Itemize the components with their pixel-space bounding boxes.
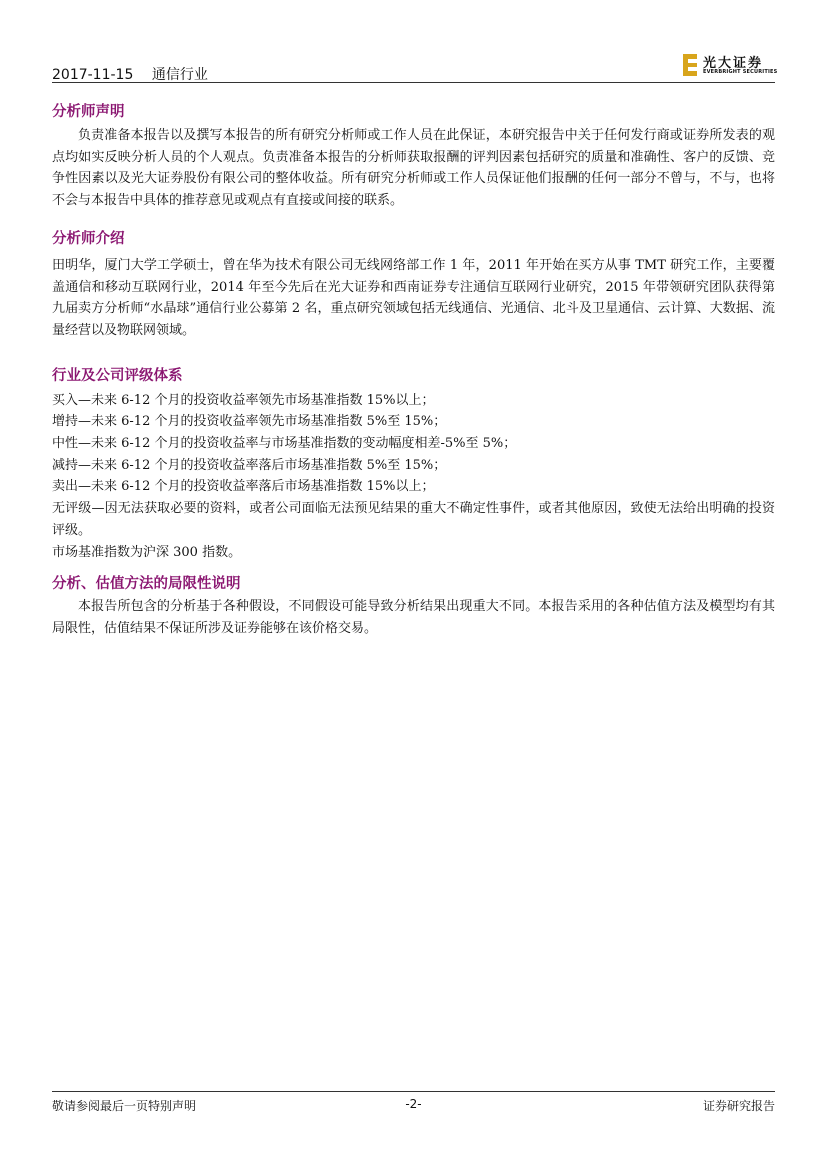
rating-item: 中性—未来 6-12 个月的投资收益率与市场基准指数的变动幅度相差-5%至 5%；: [52, 436, 517, 452]
introduction-body: 田明华，厦门大学工学硕士，曾在华为技术有限公司无线网络部工作 1 年，2011 年开始在买方从事 TMT 研究工作，主要覆盖通信和移动互联网行业，2014 年至今先后在光大证券和西南证券专注通信互联网行业研究，2015 年带领研究团队获得第九届卖方分析师“水晶球”通信行业公募第 2 名，重点研究领域包括无线通信、光通信、北斗及卫星通信、云计算、大数据、流量经营以及物联网领域。: [52, 257, 775, 338]
logo-text: 光大证券: [703, 56, 764, 71]
footer-divider: [52, 1091, 775, 1092]
logo-subtext: EVERBRIGHT SECURITIES: [703, 69, 778, 75]
section-title-declaration: 分析师声明: [52, 103, 125, 120]
report-date: 2017-11-15: [52, 67, 134, 83]
main-content: [52, 102, 775, 640]
rating-item: 减持—未来 6-12 个月的投资收益率落后市场基准指数 5%至 15%；: [52, 457, 447, 473]
header-divider: [52, 82, 775, 83]
rating-list: [52, 390, 775, 564]
rating-item: 无评级—因无法获取必要的资料，或者公司面临无法预见结果的重大不确定性事件，或者其他原因，致使无法给出明确的投资评级。: [52, 501, 775, 538]
page-header: [52, 48, 778, 84]
rating-item: 增持—未来 6-12 个月的投资收益率领先市场基准指数 5%至 15%；: [52, 414, 447, 430]
logo-mark-icon: [683, 54, 697, 76]
industry-label: 通信行业: [151, 67, 208, 83]
footer-disclaimer: 敬请参阅最后一页特别声明: [52, 1099, 197, 1113]
rating-item: 买入—未来 6-12 个月的投资收益率领先市场基准指数 15%以上；: [52, 392, 435, 408]
declaration-body: 负责准备本报告以及撰写本报告的所有研究分析师或工作人员在此保证，本研究报告中关于任何发行商或证券所发表的观点均如实反映分析人员的个人观点。负责准备本报告的分析师获取报酬的评判因素包括研究的质量和准确性、客户的反馈、竞争性因素以及光大证券股份有限公司的整体收益。所有研究分析师或工作人员保证他们报酬的任何一部分不曾与，不与，也将不会与本报告中具体的推荐意见或观点有直接或间接的联系。: [52, 128, 775, 209]
limitation-body: 本报告所包含的分析基于各种假设，不同假设可能导致分析结果出现重大不同。本报告采用的各种估值方法及模型均有其局限性，估值结果不保证所涉及证券能够在该价格交易。: [52, 599, 775, 636]
section-title-rating: 行业及公司评级体系: [52, 366, 183, 384]
section-title-introduction: 分析师介绍: [52, 229, 125, 247]
rating-item: 卖出—未来 6-12 个月的投资收益率落后市场基准指数 15%以上；: [52, 479, 435, 495]
header-info: [52, 64, 222, 84]
section-title-limitation: 分析、估值方法的局限性说明: [52, 575, 241, 593]
company-logo: [683, 52, 778, 78]
footer-report-type: 证券研究报告: [702, 1099, 775, 1113]
page-number: -2-: [405, 1097, 422, 1111]
rating-item: 市场基准指数为沪深 300 指数。: [52, 544, 242, 560]
